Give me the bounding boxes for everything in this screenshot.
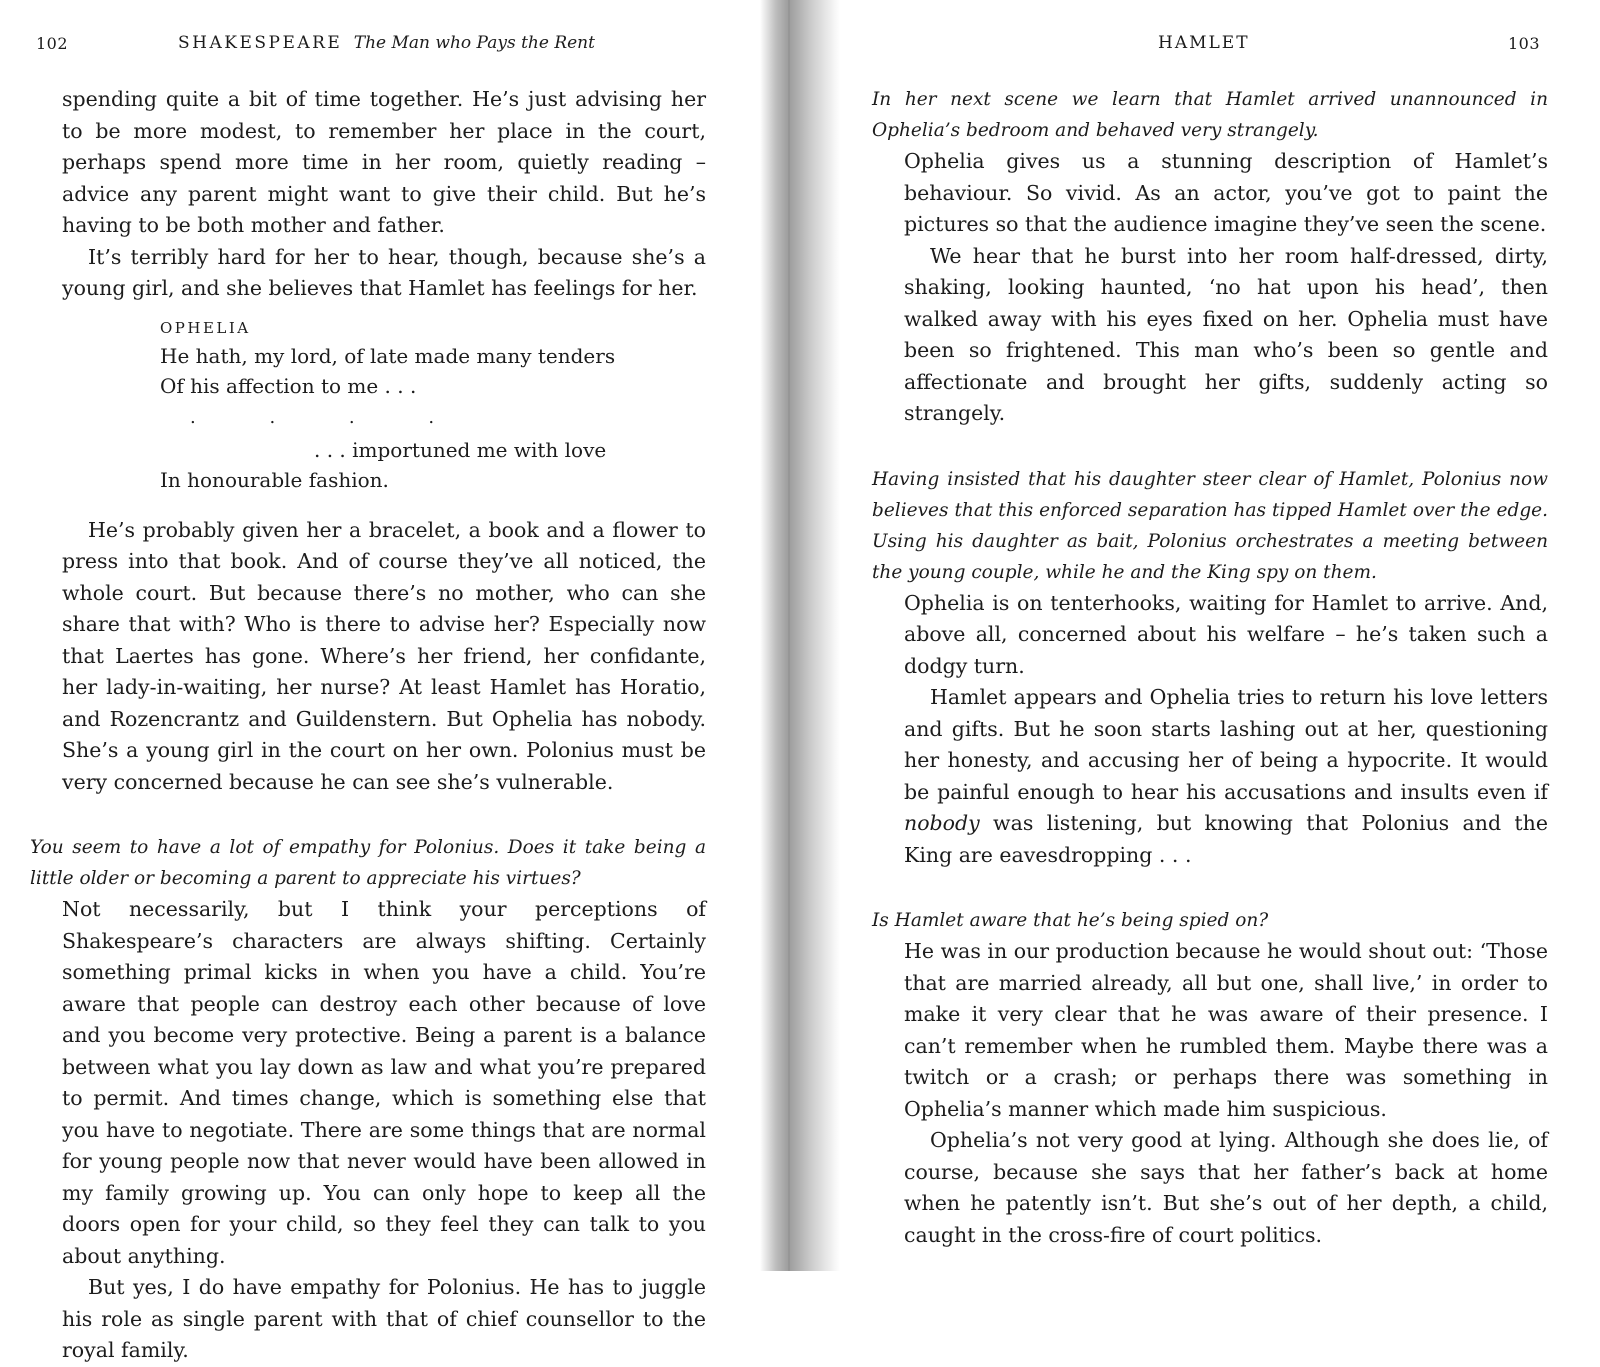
- interview-question: Having insisted that his daughter steer clear of Hamlet, Polonius now believes that this enforced separation has tipped Hamlet over the edge. Using his daughter as bait, Polonius orchestrates a meeting between the young couple, while he and the King spy on them.: [872, 468, 1548, 583]
- right-page: [840, 0, 1600, 1271]
- left-page: [0, 0, 760, 1362]
- paragraph: He was in our production because he would shout out: ‘Those that are married already, all but one, shall live,’ in order to make it very clear that he was aware of their presence. I can’t remember when he rumbled them. Maybe there was a twitch or a crash; or perhaps there was something in Ophelia’s manner which made him suspicious.: [904, 939, 1548, 1121]
- paragraph: Not necessarily, but I think your perceptions of Shakespeare’s characters are always shifting. Certainly something primal kicks in when you have a child. You’re aware that people can destroy each other because of love and you become very protective. Being a parent is a balance between what you lay down as law and what you’re prepared to permit. And times change, which is something else that you have to negotiate. There are some things that are normal for young people now that never would have been allowed in my family growing up. You can only hope to keep all the doors open for your child, so they feel they can talk to you about anything.: [62, 897, 706, 1268]
- running-head-left: [178, 33, 595, 53]
- paragraph: Ophelia’s not very good at lying. Although she does lie, of course, because she says that her father’s back at home when he patently isn’t. But she’s out of her depth, a child, caught in the cross-fire of court politics.: [904, 1128, 1548, 1247]
- verse-line: . . . importuned me with love: [314, 437, 607, 462]
- page-number-left: 102: [36, 34, 69, 53]
- left-page-text: [30, 84, 706, 1367]
- paragraph: spending quite a bit of time together. He’s just advising her to be more modest, to remember her place in the court, perhaps spend more time in her room, quietly reading – advice any parent might want to give their child. But he’s having to be both mother and father.: [62, 87, 706, 237]
- interview-question: In her next scene we learn that Hamlet arrived unannounced in Ophelia’s bedroom and behaved very strangely.: [872, 89, 1548, 141]
- paragraph: Ophelia is on tenterhooks, waiting for Hamlet to arrive. And, above all, concerned about his welfare – he’s taken such a dodgy turn.: [904, 590, 1548, 678]
- paragraph: He’s probably given her a bracelet, a book and a flower to press into that book. And of course they’ve all noticed, the whole court. But because there’s no mother, who can she share that with? Who is there to advise her? Especially now that Laertes has gone. Where’s her friend, her confidante, her lady-in-waiting, her nurse? At least Hamlet has Horatio, and Rozencrantz and Guildenstern. But Ophelia has nobody. She’s a young girl in the court on her own. Polonius must be very concerned because he can see she’s vulnerable.: [62, 517, 706, 794]
- verse-omission-dots: . . . .: [190, 406, 469, 428]
- verse-line: Of his affection to me . . .: [160, 373, 417, 398]
- running-head-author: SHAKESPEARE: [178, 33, 343, 53]
- verse-line: He hath, my lord, of late made many tenders: [160, 343, 616, 368]
- book-gutter: [760, 0, 840, 1271]
- interview-question: Is Hamlet aware that he’s being spied on?: [872, 910, 1269, 931]
- speaker-name: OPHELIA: [160, 318, 251, 337]
- verse-quotation: [30, 319, 706, 495]
- paragraph: [872, 682, 1548, 871]
- paragraph: But yes, I do have empathy for Polonius. He has to juggle his role as single parent with that of chief counsellor to the royal family.: [62, 1275, 706, 1362]
- right-page-text: [872, 84, 1548, 1251]
- paragraph: Ophelia gives us a stunning description of Hamlet’s behaviour. So vivid. As an actor, you’ve got to paint the pictures so that the audience imagine they’ve seen the scene.: [904, 149, 1548, 236]
- paragraph: It’s terribly hard for her to hear, though, because she’s a young girl, and she believes that Hamlet has feelings for her.: [62, 244, 706, 300]
- paragraph-text: was listening, but knowing that Polonius and the King are eavesdropping . . .: [904, 811, 1548, 867]
- emphasis-text: nobody: [904, 811, 980, 835]
- paragraph: We hear that he burst into her room half-dressed, dirty, shaking, looking haunted, ‘no hat upon his head’, then walked away with his eyes fixed on her. Ophelia must have been so frightened. This man who’s been so gentle and affectionate and brought her gifts, suddenly acting so strangely.: [904, 243, 1548, 425]
- verse-line: In honourable fashion.: [160, 467, 389, 492]
- page-number-right: 103: [1508, 34, 1541, 53]
- paragraph-text: Hamlet appears and Ophelia tries to return his love letters and gifts. But he soon starts lashing out at her, questioning her honesty, and accusing her of being a hypocrite. It would be painful enough to hear his accusations and insults even if: [904, 685, 1548, 804]
- interview-question: You seem to have a lot of empathy for Polonius. Does it take being a little older or becoming a parent to appreciate his virtues?: [30, 837, 706, 889]
- running-head-right: HAMLET: [1158, 33, 1250, 53]
- running-head-book-title: The Man who Pays the Rent: [353, 33, 595, 53]
